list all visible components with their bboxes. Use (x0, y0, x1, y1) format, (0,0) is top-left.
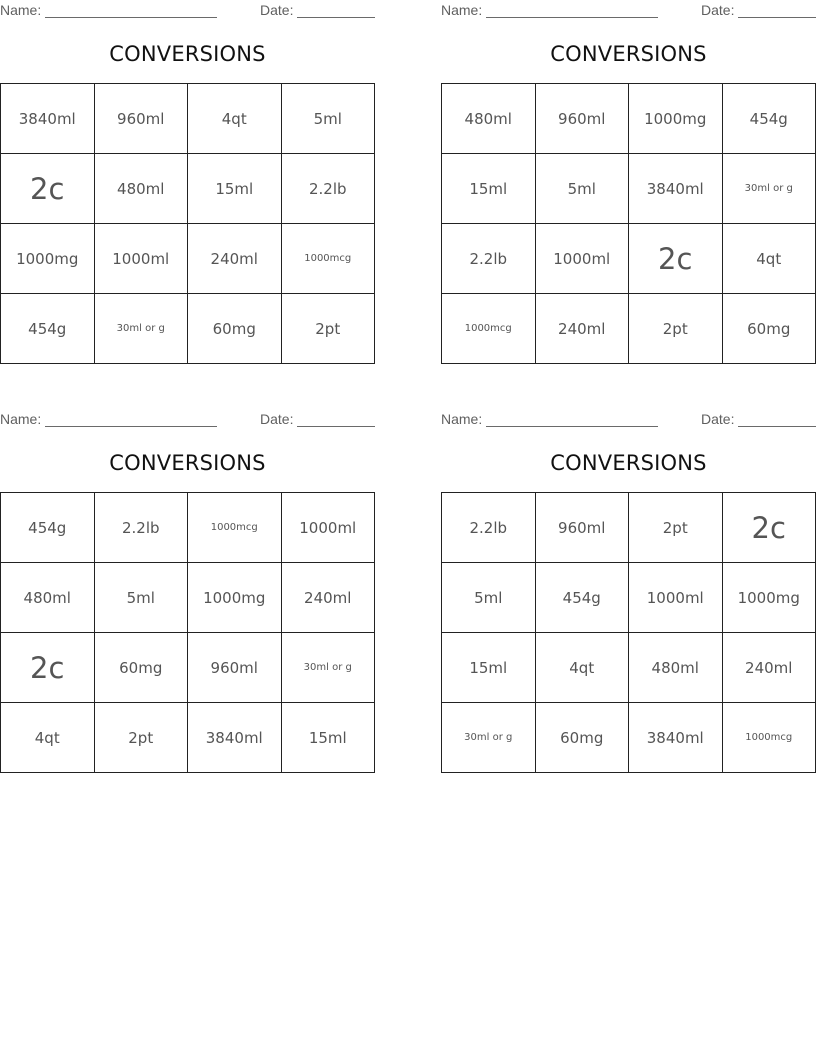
grid-cell: 4qt (536, 633, 630, 703)
grid-cell: 1000ml (282, 493, 376, 563)
conversion-card (441, 0, 816, 364)
grid-cell: 1000mcg (188, 493, 282, 563)
grid-cell: 2c (1, 633, 95, 703)
grid-cell: 2pt (95, 703, 189, 773)
date-blank-line[interactable] (738, 17, 816, 18)
name-blank-line[interactable] (45, 426, 217, 427)
grid-cell: 30ml or g (442, 703, 536, 773)
grid-cell: 2.2lb (442, 493, 536, 563)
grid-cell: 30ml or g (282, 633, 376, 703)
grid-cell: 2.2lb (442, 224, 536, 294)
grid-cell: 454g (536, 563, 630, 633)
name-blank-line[interactable] (486, 17, 658, 18)
card-title: CONVERSIONS (109, 451, 266, 475)
grid-cell: 4qt (188, 84, 282, 154)
grid-cell: 15ml (282, 703, 376, 773)
grid-cell: 960ml (188, 633, 282, 703)
grid-cell: 454g (723, 84, 816, 154)
grid-cell: 1000mg (188, 563, 282, 633)
grid-cell: 454g (1, 294, 95, 364)
name-date-row (0, 411, 375, 429)
grid-cell: 2.2lb (282, 154, 376, 224)
grid-cell: 1000mcg (282, 224, 376, 294)
grid-cell: 960ml (95, 84, 189, 154)
grid-cell: 480ml (95, 154, 189, 224)
grid-cell: 960ml (536, 84, 630, 154)
conversion-card (0, 409, 375, 773)
date-blank-line[interactable] (297, 17, 375, 18)
date-label: Date: (701, 411, 735, 427)
grid-cell: 240ml (188, 224, 282, 294)
grid-cell: 480ml (629, 633, 723, 703)
grid-cell: 1000ml (95, 224, 189, 294)
bingo-grid (441, 492, 816, 773)
grid-cell: 1000mg (723, 563, 816, 633)
date-blank-line[interactable] (738, 426, 816, 427)
date-label: Date: (260, 411, 294, 427)
name-date-row (441, 2, 816, 20)
grid-cell: 15ml (442, 633, 536, 703)
grid-cell: 240ml (723, 633, 816, 703)
grid-cell: 2pt (282, 294, 376, 364)
name-label: Name: (441, 411, 483, 427)
grid-cell: 240ml (536, 294, 630, 364)
grid-cell: 1000ml (536, 224, 630, 294)
grid-cell: 15ml (442, 154, 536, 224)
grid-cell: 2c (723, 493, 816, 563)
bingo-grid (0, 83, 375, 364)
bingo-grid (441, 83, 816, 364)
grid-cell: 30ml or g (95, 294, 189, 364)
conversion-card (0, 0, 375, 364)
grid-cell: 60mg (95, 633, 189, 703)
grid-cell: 2.2lb (95, 493, 189, 563)
grid-cell: 5ml (95, 563, 189, 633)
grid-cell: 5ml (282, 84, 376, 154)
grid-cell: 3840ml (188, 703, 282, 773)
grid-cell: 5ml (442, 563, 536, 633)
grid-cell: 30ml or g (723, 154, 816, 224)
grid-cell: 3840ml (629, 703, 723, 773)
date-label: Date: (701, 2, 735, 18)
grid-cell: 3840ml (1, 84, 95, 154)
grid-cell: 60mg (188, 294, 282, 364)
grid-cell: 4qt (723, 224, 816, 294)
grid-cell: 2c (629, 224, 723, 294)
grid-cell: 2pt (629, 493, 723, 563)
grid-cell: 4qt (1, 703, 95, 773)
conversion-card (441, 409, 816, 773)
name-label: Name: (0, 411, 42, 427)
grid-cell: 240ml (282, 563, 376, 633)
name-label: Name: (0, 2, 42, 18)
grid-cell: 60mg (723, 294, 816, 364)
bingo-grid (0, 492, 375, 773)
grid-cell: 15ml (188, 154, 282, 224)
name-blank-line[interactable] (486, 426, 658, 427)
grid-cell: 2pt (629, 294, 723, 364)
grid-cell: 480ml (1, 563, 95, 633)
card-title: CONVERSIONS (109, 42, 266, 66)
grid-cell: 1000mg (629, 84, 723, 154)
grid-cell: 1000mcg (442, 294, 536, 364)
grid-cell: 3840ml (629, 154, 723, 224)
grid-cell: 1000mg (1, 224, 95, 294)
grid-cell: 60mg (536, 703, 630, 773)
grid-cell: 2c (1, 154, 95, 224)
name-blank-line[interactable] (45, 17, 217, 18)
grid-cell: 480ml (442, 84, 536, 154)
card-title: CONVERSIONS (550, 42, 707, 66)
grid-cell: 5ml (536, 154, 630, 224)
grid-cell: 960ml (536, 493, 630, 563)
grid-cell: 1000mcg (723, 703, 816, 773)
grid-cell: 454g (1, 493, 95, 563)
grid-cell: 1000ml (629, 563, 723, 633)
card-title: CONVERSIONS (550, 451, 707, 475)
name-label: Name: (441, 2, 483, 18)
name-date-row (441, 411, 816, 429)
date-blank-line[interactable] (297, 426, 375, 427)
date-label: Date: (260, 2, 294, 18)
name-date-row (0, 2, 375, 20)
